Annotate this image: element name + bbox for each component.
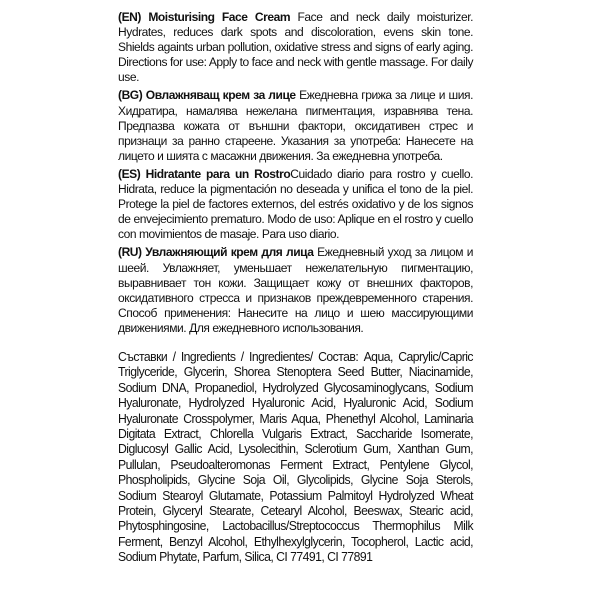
section-body-bg: Ежедневна грижа за лице и шия. Хидратира, намалява нежелана пигментация, изравнява тена. Предпазва кожата от външни фактори, оксидативен стрес и признаци за ранно стареене. Указания за употреба: Нанесете на лицето и шията с масажни движения. За ежедневна употреба. xyxy=(118,88,474,163)
section-body-es: Cuidado diario para rostro y cuello. Hidrata, reduce la pigmentación no deseada y unifica el tono de la piel. Protege la piel de factores externos, del estrés oxidativo y de los signos de envejecimiento prematuro. Modo de uso: Aplique en el rostro y cuello con movimientos de masaje. Para uso diario. xyxy=(118,166,474,242)
section-heading-ru: (RU) Увлажняющий крем для лица xyxy=(118,245,314,260)
section-en xyxy=(118,10,473,85)
section-heading-bg: (BG) Овлажняващ крем за лице xyxy=(118,88,296,103)
section-body-en: Face and neck daily moisturizer. Hydrates, reduces dark spots and discoloration, evens skin tone. Shields againts urban pollution, oxidative stress and signs of early aging. Directions for use: Apply to face and neck with gentle massage. For daily use. xyxy=(118,10,474,85)
section-es xyxy=(118,167,473,242)
section-heading-es: (ES) Hidratante para un Rostro xyxy=(118,166,291,181)
section-heading-en: (EN) Moisturising Face Cream xyxy=(118,10,291,24)
ingredients-list: Съставки / Ingredients / Ingredientes/ Состав: Aqua, Caprylic/Capric Triglyceride, Glycerin, Shorea Stenoptera Seed Butter, Niacinamide, Sodium DNA, Propanediol, Hydrolyzed Glycosaminoglycans, Sodium Hyaluronate, Hydrolyzed Hyaluronic Acid, Hyaluronic Acid, Sodium Hyaluronate Crosspolymer, Maris Aqua, Phenethyl Alcohol, Laminaria Digitata Extract, Chlorella Vulgaris Extract, Saccharide Isomerate, Diglucosyl Gallic Acid, Lysolecithin, Sclerotium Gum, Xanthan Gum, Pullulan, Pseudoalteromonas Ferment Extract, Pentylene Glycol, Phospholipids, Glycine Soja Oil, Glycolipids, Glycine Soja Sterols, Sodium Stearoyl Glutamate, Potassium Palmitoyl Hydrolyzed Wheat Protein, Glyceryl Stearate, Cetearyl Alcohol, Beeswax, Stearic acid, Phytosphingosine, Lactobacillus/Streptococcus Thermophilus Milk Ferment, Benzyl Alcohol, Ethylhexylglycerin, Tocopherol, Lactic acid, Sodium Phytate, Parfum, Silica, CI 77491, CI 77891 xyxy=(118,349,474,565)
section-ru xyxy=(118,245,473,336)
section-body-ru: Ежедневный уход за лицом и шеей. Увлажняет, уменьшает нежелательную пигментацию, выравнивает тон кожи. Защищает кожу от внешних факторов, оксидативного стресса и признаков преждевременного старения. Способ применения: Нанесите на лицо и шею массирующими движениями. Для ежедневного использования. xyxy=(118,245,474,335)
product-label-text xyxy=(118,10,473,566)
section-bg xyxy=(118,88,473,163)
